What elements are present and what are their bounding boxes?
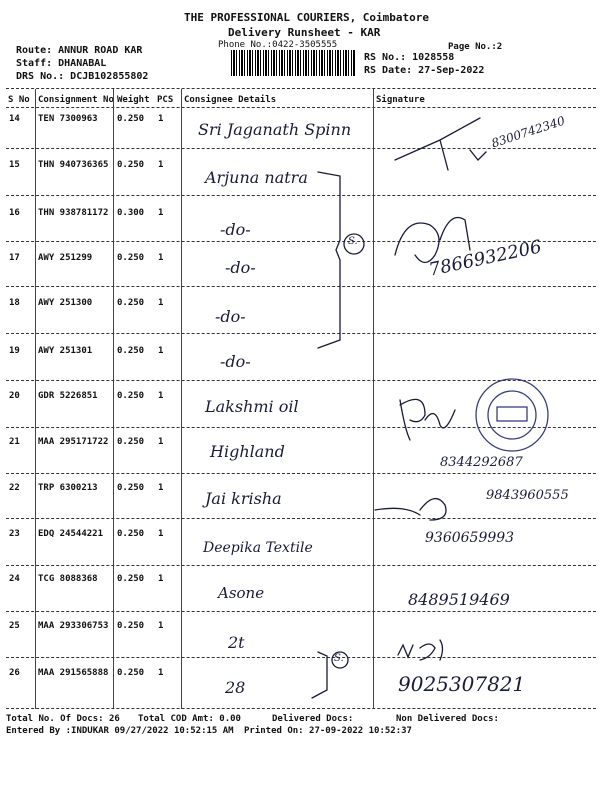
non-delivered-docs: Non Delivered Docs: bbox=[396, 714, 499, 724]
row-weight: 0.250 bbox=[117, 574, 145, 584]
drs-number: DRS No.: DCJB102855802 bbox=[16, 71, 149, 82]
row-pcs: 1 bbox=[158, 298, 164, 308]
brace-mark bbox=[318, 172, 340, 348]
col-header-weight: Weight bbox=[117, 95, 150, 105]
row-weight: 0.250 bbox=[117, 529, 145, 539]
row-pcs: 1 bbox=[158, 253, 164, 263]
row-consignment-no: MAA 295171722 bbox=[38, 437, 109, 447]
row-sno: 22 bbox=[9, 483, 20, 493]
row-sno: 17 bbox=[9, 253, 20, 263]
row-consignment-no: THN 938781172 bbox=[38, 208, 109, 218]
brace-annotation: S. bbox=[348, 236, 358, 247]
rs-date: RS Date: 27-Sep-2022 bbox=[364, 65, 485, 76]
row-weight: 0.250 bbox=[117, 114, 145, 124]
col-header-signature: Signature bbox=[376, 95, 425, 105]
brace-annotation: S. bbox=[334, 653, 344, 664]
row-pcs: 1 bbox=[158, 346, 164, 356]
brace-mark bbox=[312, 652, 327, 698]
row-consignee: Arjuna natra bbox=[205, 168, 308, 187]
company-name: THE PROFESSIONAL COURIERS, Coimbatore bbox=[184, 11, 430, 24]
row-consignment-no: EDQ 24544221 bbox=[38, 529, 104, 539]
row-sno: 25 bbox=[9, 621, 20, 631]
row-pcs: 1 bbox=[158, 208, 164, 218]
col-header-consignment: Consignment No bbox=[38, 95, 114, 105]
row-consignee: -do- bbox=[220, 352, 251, 371]
row-weight: 0.250 bbox=[117, 391, 145, 401]
row-consignee: -do- bbox=[220, 220, 251, 239]
col-header-sno: S No bbox=[8, 95, 30, 105]
signature-scribble bbox=[375, 499, 446, 520]
staff-label: Staff: DHANABAL bbox=[16, 58, 107, 69]
row-consignment-no: GDR 5226851 bbox=[38, 391, 98, 401]
row-sno: 16 bbox=[9, 208, 20, 218]
rs-number: RS No.: 1028558 bbox=[364, 52, 455, 63]
row-consignment-no: TCG 8088368 bbox=[38, 574, 98, 584]
row-pcs: 1 bbox=[158, 483, 164, 493]
row-consignee: 28 bbox=[225, 678, 246, 697]
row-sno: 26 bbox=[9, 668, 20, 678]
row-pcs: 1 bbox=[158, 114, 164, 124]
route-label: Route: ANNUR ROAD KAR bbox=[16, 45, 143, 56]
col-header-consignee: Consignee Details bbox=[184, 95, 277, 105]
row-weight: 0.250 bbox=[117, 437, 145, 447]
row-consignment-no: TRP 6300213 bbox=[38, 483, 98, 493]
row-sno: 20 bbox=[9, 391, 20, 401]
row-consignee: Highland bbox=[210, 442, 285, 461]
row-consignee: -do- bbox=[215, 307, 246, 326]
row-weight: 0.300 bbox=[117, 208, 145, 218]
row-consignee: Deepika Textile bbox=[203, 540, 313, 556]
signature-phone: 7866932206 bbox=[427, 236, 544, 281]
signature-scribble bbox=[395, 118, 486, 170]
row-pcs: 1 bbox=[158, 668, 164, 678]
row-consignment-no: AWY 251299 bbox=[38, 253, 93, 263]
row-consignment-no: MAA 291565888 bbox=[38, 668, 109, 678]
row-weight: 0.250 bbox=[117, 160, 145, 170]
row-sno: 14 bbox=[9, 114, 20, 124]
row-weight: 0.250 bbox=[117, 298, 145, 308]
row-weight: 0.250 bbox=[117, 346, 145, 356]
row-sno: 24 bbox=[9, 574, 20, 584]
row-pcs: 1 bbox=[158, 391, 164, 401]
row-consignee: Sri Jaganath Spinn bbox=[198, 120, 352, 139]
row-consignee: -do- bbox=[225, 258, 256, 277]
row-sno: 19 bbox=[9, 346, 20, 356]
signature-scribble bbox=[398, 640, 443, 660]
row-weight: 0.250 bbox=[117, 483, 145, 493]
row-pcs: 1 bbox=[158, 160, 164, 170]
document-title: Delivery Runsheet - KAR bbox=[228, 26, 381, 39]
signature-phone: 8344292687 bbox=[440, 455, 523, 470]
row-sno: 18 bbox=[9, 298, 20, 308]
total-cod: Total COD Amt: 0.00 bbox=[138, 714, 241, 724]
row-consignee: Jai krisha bbox=[205, 489, 282, 508]
entered-by: Entered By :INDUKAR 09/27/2022 10:52:15 AM bbox=[6, 726, 234, 736]
phone-number: Phone No.:0422-3505555 bbox=[218, 40, 338, 50]
printed-on: Printed On: 27-09-2022 10:52:37 bbox=[244, 726, 412, 736]
row-consignment-no: THN 940736365 bbox=[38, 160, 109, 170]
row-sno: 23 bbox=[9, 529, 20, 539]
signature-phone: 8300742340 bbox=[489, 113, 567, 151]
signature-phone: 9360659993 bbox=[425, 530, 515, 546]
signature-phone: 9025307821 bbox=[398, 672, 526, 696]
delivered-docs: Delivered Docs: bbox=[272, 714, 354, 724]
row-weight: 0.250 bbox=[117, 668, 145, 678]
page-number: Page No.:2 bbox=[448, 42, 503, 52]
row-pcs: 1 bbox=[158, 529, 164, 539]
row-consignee: Asone bbox=[218, 584, 265, 602]
row-consignment-no: AWY 251301 bbox=[38, 346, 93, 356]
row-sno: 15 bbox=[9, 160, 20, 170]
signature-phone: 9843960555 bbox=[486, 488, 569, 503]
stamp-circle bbox=[476, 379, 548, 451]
row-pcs: 1 bbox=[158, 574, 164, 584]
col-header-pcs: PCS bbox=[157, 95, 174, 105]
row-consignment-no: TEN 7300963 bbox=[38, 114, 98, 124]
signature-scribble bbox=[400, 399, 455, 440]
row-weight: 0.250 bbox=[117, 253, 145, 263]
row-consignee: 2t bbox=[228, 633, 245, 652]
row-consignee: Lakshmi oil bbox=[205, 397, 299, 416]
row-weight: 0.250 bbox=[117, 621, 145, 631]
total-docs: Total No. Of Docs: 26 bbox=[6, 714, 120, 724]
row-consignment-no: AWY 251300 bbox=[38, 298, 93, 308]
row-consignment-no: MAA 293306753 bbox=[38, 621, 109, 631]
row-sno: 21 bbox=[9, 437, 20, 447]
stamp-circle bbox=[488, 391, 536, 439]
row-pcs: 1 bbox=[158, 621, 164, 631]
row-pcs: 1 bbox=[158, 437, 164, 447]
signature-phone: 8489519469 bbox=[408, 590, 510, 609]
